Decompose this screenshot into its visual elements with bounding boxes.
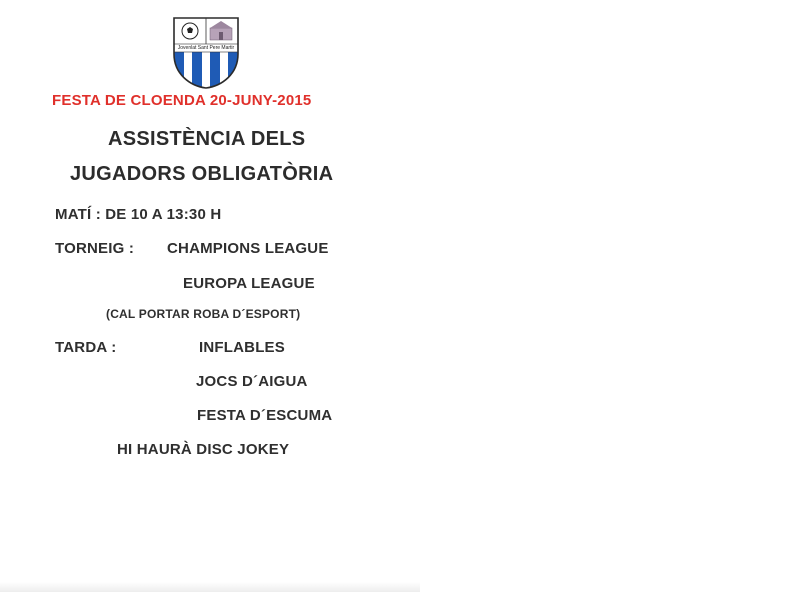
morning-schedule: MATÍ : DE 10 A 13:30 H (55, 206, 222, 223)
afternoon-item: FESTA D´ESCUMA (197, 407, 333, 424)
tournament-label: TORNEIG : (55, 240, 135, 257)
tournament-item: CHAMPIONS LEAGUE (167, 240, 329, 257)
event-headline: FESTA DE CLOENDA 20-JUNY-2015 (52, 92, 312, 109)
afternoon-item: JOCS D´AIGUA (196, 373, 308, 390)
tournament-item: EUROPA LEAGUE (183, 275, 315, 292)
title-line-1: ASSISTÈNCIA DELS (108, 128, 306, 150)
afternoon-item: INFLABLES (199, 339, 285, 356)
title-line-2: JUGADORS OBLIGATÒRIA (70, 163, 334, 185)
dj-announcement: HI HAURÀ DISC JOKEY (117, 441, 290, 458)
sportswear-note: (CAL PORTAR ROBA D´ESPORT) (106, 307, 301, 321)
afternoon-label: TARDA : (55, 339, 117, 356)
crest-text: Jovenlat Sant Pere Martir (177, 45, 235, 51)
club-crest-logo (170, 14, 242, 90)
scan-edge-shadow (0, 582, 420, 592)
